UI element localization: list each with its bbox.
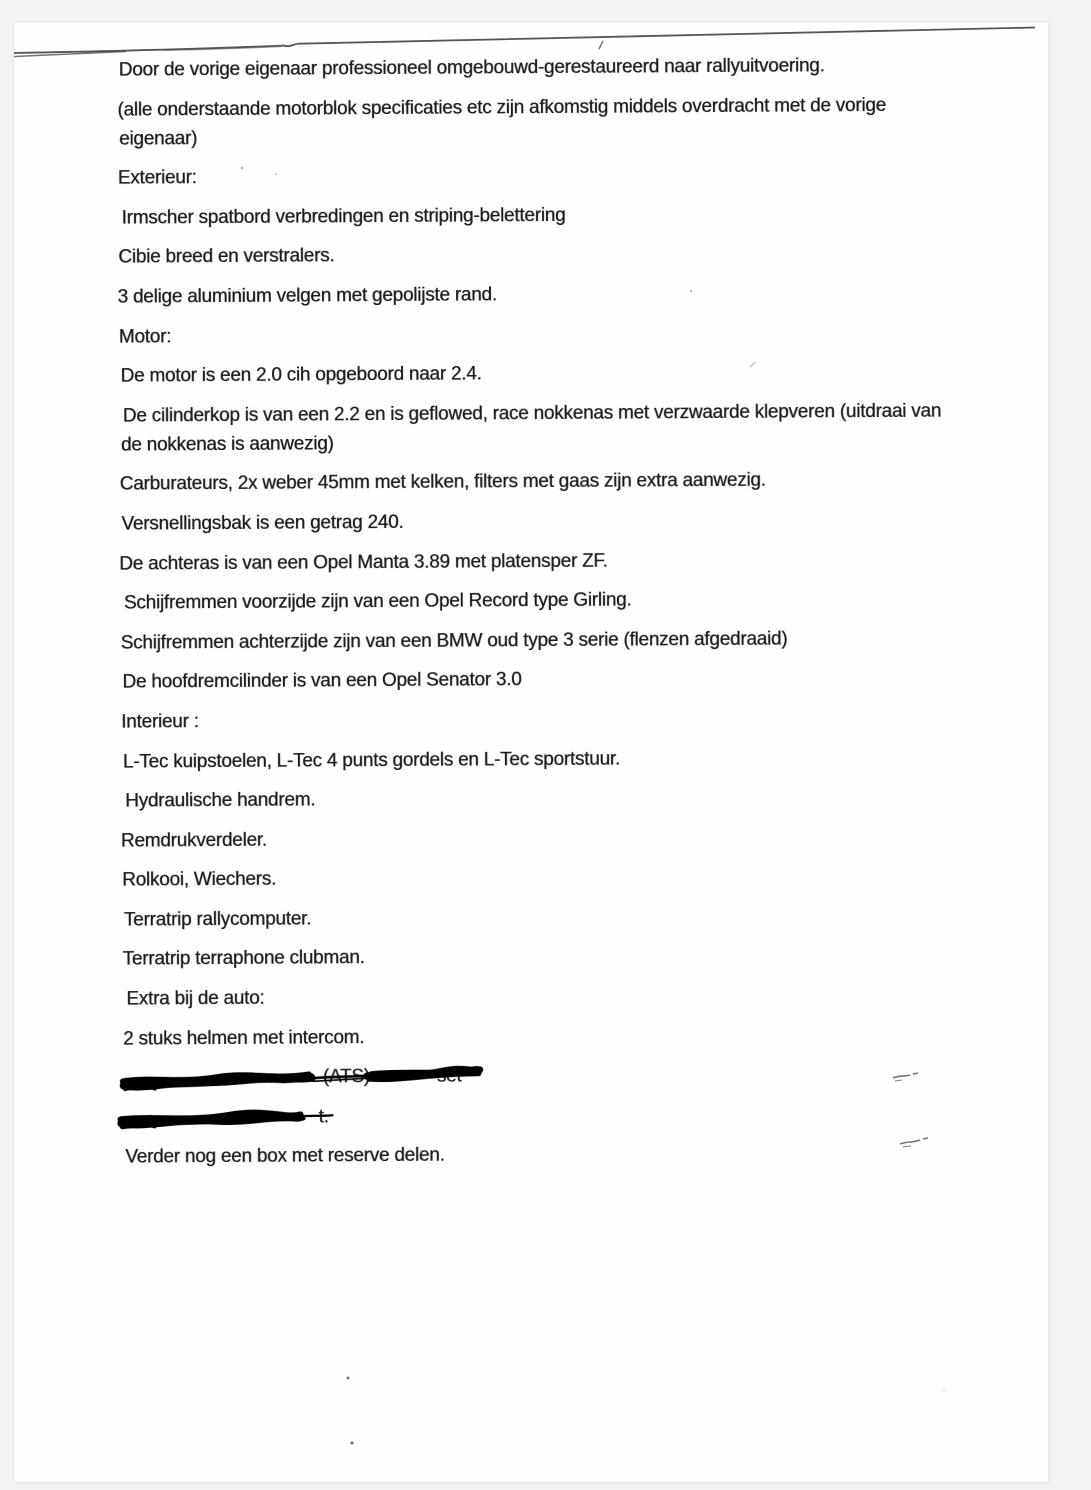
text-line: (alle onderstaande motorblok specificaties etc zijn afkomstig middels overdracht met de vorige [117, 94, 887, 121]
scanned-page [14, 22, 1048, 1482]
scan-speck [347, 1377, 945, 1445]
redaction-scribble [118, 1102, 339, 1135]
redaction-visible-fragment: (ATS) [322, 1066, 370, 1088]
text-line: Terratrip terraphone clubman. [122, 947, 365, 971]
text-line: Rolkooi, Wiechers. [122, 868, 277, 891]
text-line: De achteras is van een Opel Manta 3.89 met platensper ZF. [119, 550, 608, 575]
text-line: Versnellingsbak is een getrag 240. [121, 511, 404, 535]
text-line: Carburateurs, 2x weber 45mm met kelken, filters met gaas zijn extra aanwezig. [119, 470, 766, 495]
redacted-line [125, 1059, 985, 1093]
text-line: L-Tec kuipstoelen, L-Tec 4 punts gordels en L-Tec sportstuur. [122, 748, 620, 773]
text-line: Remdrukverdeler. [120, 829, 267, 852]
text-line: Door de vorige eigenaar professioneel omgebouwd-gerestaureerd naar rallyuitvoering. [118, 55, 825, 81]
text-line: Schijfremmen achterzijde zijn van een BMW oud type 3 serie (flenzen afgedraaid) [120, 628, 788, 654]
document-text [119, 50, 986, 1172]
section-heading-interieur: Interieur : [121, 711, 199, 733]
text-line: Irmscher spatbord verbredingen en striping-belettering [121, 204, 566, 229]
text-line: 3 delige aluminium velgen met gepolijste rand. [117, 284, 497, 308]
text-line: De hoofdremcilinder is van een Opel Senator 3.0 [122, 669, 522, 693]
text-line: Verder nog een box met reserve delen. [125, 1145, 445, 1169]
text-line: Terratrip rallycomputer. [123, 908, 312, 931]
text-line: Cibie breed en verstralers. [118, 245, 335, 269]
redaction-visible-fragment: t. [318, 1106, 329, 1128]
text-line: Hydraulische handrem. [125, 789, 316, 812]
text-line: eigenaar) [119, 127, 198, 150]
text-line: De motor is een 2.0 cih opgeboord naar 2.4. [120, 363, 482, 387]
text-line: 2 stuks helmen met intercom. [123, 1026, 365, 1050]
redaction-scribble [121, 1061, 486, 1097]
section-heading-extra: Extra bij de auto: [126, 987, 265, 1010]
redaction-visible-fragment: set [436, 1065, 462, 1087]
text-line: De cilinderkop is van een 2.2 en is geflowed, race nokkenas met verzwaarde klepveren (uitdraai van [122, 400, 942, 427]
accent-tick-mark [599, 41, 603, 49]
section-heading-exterieur: Exterieur: [117, 167, 197, 189]
text-line: de nokkenas is aanwezig) [120, 433, 334, 456]
text-line: Schijfremmen voorzijde zijn van een Opel Record type Girling. [123, 589, 632, 614]
section-heading-motor: Motor: [118, 325, 172, 348]
redacted-line [122, 1098, 982, 1132]
